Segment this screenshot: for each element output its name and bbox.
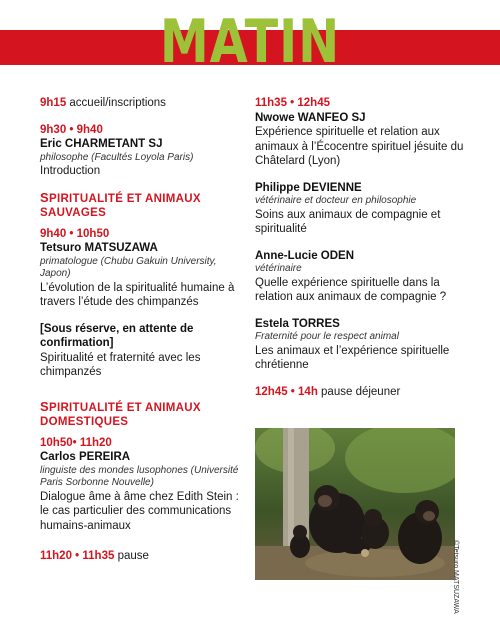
wanfeo-entry (255, 96, 470, 169)
devienne-role: vétérinaire et docteur en philosophie (255, 195, 417, 206)
reserve-note: [Sous réserve, en attente de confirmation] (40, 322, 194, 349)
matsuzawa-talk: L’évolution de la spiritualité humaine à travers l’étude des chimpanzés (40, 281, 235, 308)
pereira-entry (40, 436, 245, 534)
matsuzawa-entry (40, 227, 245, 310)
oden-role: vétérinaire (255, 263, 302, 274)
devienne-talk: Soins aux animaux de compagnie et spiritualité (255, 208, 441, 235)
torres-talk: Les animaux et l’expérience spirituelle chrétienne (255, 344, 450, 371)
reserve-entry (40, 322, 245, 380)
torres-entry (255, 317, 470, 373)
page-title: MATIN (159, 7, 341, 77)
oden-talk: Quelle expérience spirituelle dans la relation aux animaux de compagnie ? (255, 276, 447, 303)
pereira-role: linguiste des mondes lusophones (Université Paris Sorbonne Nouvelle) (40, 464, 239, 488)
reserve-talk: Spiritualité et fraternité avec les chimpanzés (40, 351, 201, 378)
left-column (40, 96, 245, 576)
lunch-text: pause déjeuner (317, 385, 401, 398)
devienne-entry (255, 181, 470, 237)
pause-text: pause (114, 550, 149, 562)
welcome-text: accueil/inscriptions (66, 97, 166, 109)
lunch-time: 12h45 • 14h (255, 385, 318, 398)
intro-talk: Introduction (40, 165, 101, 177)
welcome-time: 9h15 (40, 97, 67, 109)
right-column (255, 96, 470, 411)
section-heading-wild: SPIRITUALITÉ ET ANIMAUX SAUVAGES (40, 189, 201, 219)
wanfeo-speaker: Nwowe WANFEO SJ (255, 111, 366, 124)
pause-time: 11h20 • 11h35 (40, 550, 115, 562)
torres-speaker: Estela TORRES (255, 317, 340, 330)
intro-time: 9h30 • 9h40 (40, 123, 103, 136)
chimpanzee-photo (255, 428, 455, 580)
devienne-speaker: Philippe DEVIENNE (255, 181, 362, 194)
matsuzawa-role: primatologue (Chubu Gakuin University, Japon) (40, 255, 217, 279)
intro-role: philosophe (Facultés Loyola Paris) (40, 151, 194, 163)
matsuzawa-speaker: Tetsuro MATSUZAWA (40, 242, 158, 254)
intro-speaker: Eric CHARMETANT SJ (40, 138, 163, 150)
wanfeo-talk: Expérience spirituelle et relation aux animaux à l’Écocentre spirituel jésuite du Châtelard (Lyon) (255, 126, 464, 167)
pereira-talk: Dialogue âme à âme chez Edith Stein : le cas particulier des communications humains-animaux (40, 490, 239, 532)
chimpanzee-photo-illustration (255, 428, 455, 580)
section-heading-domestic: SPIRITUALITÉ ET ANIMAUX DOMESTIQUES (40, 398, 201, 428)
pereira-time: 10h50• 11h20 (40, 436, 112, 449)
oden-entry (255, 249, 470, 305)
welcome-entry (40, 96, 245, 111)
header-band (0, 0, 500, 77)
pause-entry (40, 549, 245, 564)
photo-credit: ©Tetsuro MATSUZAWA (452, 540, 459, 614)
wanfeo-time: 11h35 • 12h45 (255, 97, 330, 109)
torres-role: Fraternité pour le respect animal (255, 331, 399, 342)
matsuzawa-time: 9h40 • 10h50 (40, 227, 110, 240)
intro-entry (40, 123, 245, 179)
pereira-speaker: Carlos PEREIRA (40, 451, 131, 463)
lunch-entry (255, 385, 470, 400)
oden-speaker: Anne-Lucie ODEN (255, 249, 355, 262)
